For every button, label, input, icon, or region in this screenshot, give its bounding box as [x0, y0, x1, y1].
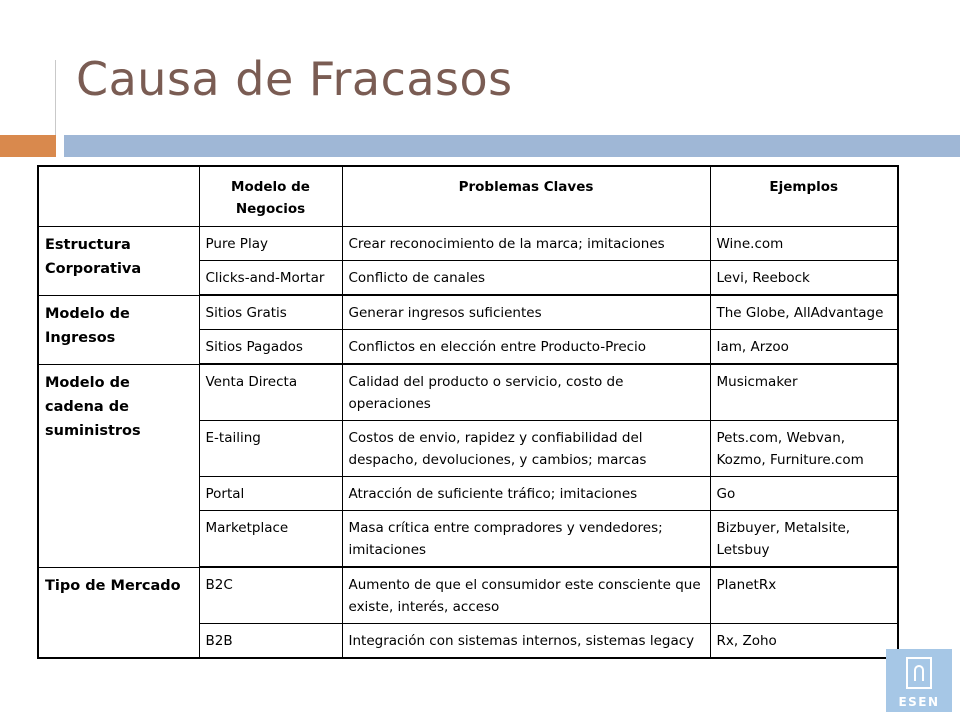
table-row: [38, 295, 898, 330]
tree-emblem-icon: [906, 657, 932, 689]
category-cell: Estructura Corporativa: [38, 227, 199, 296]
title-divider-line: [55, 60, 56, 140]
examples-cell: The Globe, AllAdvantage: [710, 295, 898, 330]
problem-cell: Aumento de que el consumidor este consciente que existe, interés, acceso: [342, 567, 710, 624]
problem-cell: Generar ingresos suficientes: [342, 295, 710, 330]
failure-causes-table: [37, 165, 899, 659]
examples-cell: Rx, Zoho: [710, 624, 898, 659]
model-cell: E-tailing: [199, 421, 342, 477]
examples-cell: Iam, Arzoo: [710, 330, 898, 365]
problem-cell: Conflicto de canales: [342, 261, 710, 296]
header-examples: Ejemplos: [710, 166, 898, 227]
problem-cell: Masa crítica entre compradores y vendedores; imitaciones: [342, 511, 710, 568]
category-cell: Tipo de Mercado: [38, 567, 199, 658]
problem-cell: Integración con sistemas internos, sistemas legacy: [342, 624, 710, 659]
problem-cell: Atracción de suficiente tráfico; imitaciones: [342, 477, 710, 511]
logo-text: ESEN: [898, 695, 940, 709]
model-cell: Venta Directa: [199, 364, 342, 421]
model-cell: B2B: [199, 624, 342, 659]
category-cell: Modelo de cadena de suministros: [38, 364, 199, 567]
table-row: [38, 364, 898, 421]
model-cell: Portal: [199, 477, 342, 511]
problem-cell: Costos de envio, rapidez y confiabilidad del despacho, devoluciones, y cambios; marcas: [342, 421, 710, 477]
examples-cell: Bizbuyer, Metalsite, Letsbuy: [710, 511, 898, 568]
accent-bar-orange: [0, 135, 56, 157]
problem-cell: Crear reconocimiento de la marca; imitaciones: [342, 227, 710, 261]
problem-cell: Conflictos en elección entre Producto-Precio: [342, 330, 710, 365]
model-cell: Sitios Pagados: [199, 330, 342, 365]
examples-cell: Go: [710, 477, 898, 511]
examples-cell: PlanetRx: [710, 567, 898, 624]
model-cell: Marketplace: [199, 511, 342, 568]
model-cell: Pure Play: [199, 227, 342, 261]
model-cell: B2C: [199, 567, 342, 624]
examples-cell: Levi, Reebock: [710, 261, 898, 296]
header-business-model: Modelo de Negocios: [199, 166, 342, 227]
esen-logo: [886, 649, 952, 712]
table-header-row: [38, 166, 898, 227]
problem-cell: Calidad del producto o servicio, costo de operaciones: [342, 364, 710, 421]
table-row: [38, 227, 898, 261]
header-empty: [38, 166, 199, 227]
examples-cell: Wine.com: [710, 227, 898, 261]
examples-cell: Musicmaker: [710, 364, 898, 421]
examples-cell: Pets.com, Webvan, Kozmo, Furniture.com: [710, 421, 898, 477]
model-cell: Sitios Gratis: [199, 295, 342, 330]
slide-title: Causa de Fracasos: [76, 52, 513, 106]
table-row: [38, 567, 898, 624]
model-cell: Clicks-and-Mortar: [199, 261, 342, 296]
header-key-problems: Problemas Claves: [342, 166, 710, 227]
category-cell: Modelo de Ingresos: [38, 295, 199, 364]
accent-bar-blue: [64, 135, 960, 157]
